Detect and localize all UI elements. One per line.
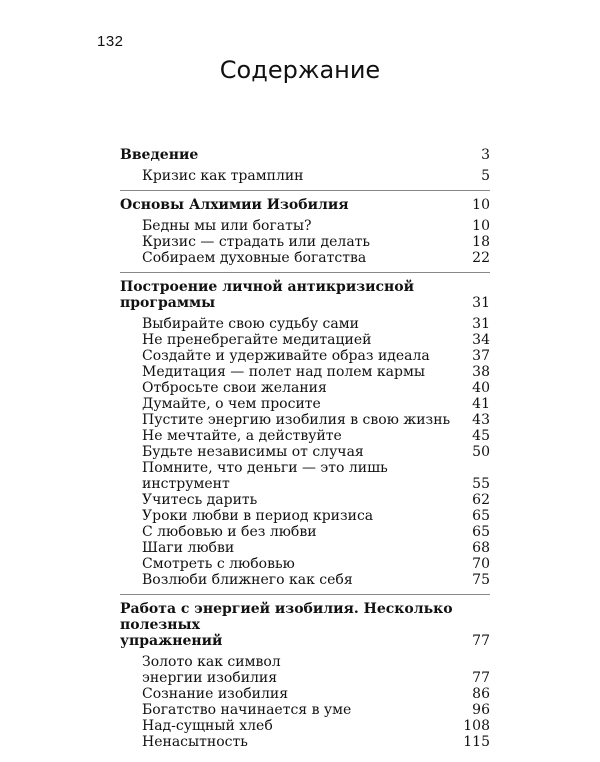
toc-entry [120,234,490,250]
toc-entry [120,348,490,364]
page-number: 132 [97,33,124,50]
toc-chapter-page: 10 [472,197,490,213]
toc-entry-title: Отбросьте свои желания [142,380,327,396]
toc-entry [120,428,490,444]
toc-entry-title: Думайте, о чем просите [142,396,321,412]
toc-entry-page: 77 [472,670,490,686]
toc-entry-title: Медитация — полет над полем кармы [142,364,425,380]
toc-entry-title: Учитесь дарить [142,492,258,508]
toc-entry [120,396,490,412]
toc-chapter [120,279,490,311]
toc-section [120,197,490,273]
toc-entry [120,316,490,332]
toc-entry [120,332,490,348]
toc-entry-title: Пустите энергию изобилия в свою жизнь [142,412,451,428]
toc-entry-page: 41 [472,396,490,412]
toc-entry-title: Не пренебрегайте медитацией [142,332,372,348]
toc-chapter [120,601,490,649]
toc-section [120,601,490,756]
toc-entry [120,556,490,572]
toc-section [120,279,490,595]
toc-entry-page: 50 [472,444,490,460]
toc-entry-page: 96 [472,702,490,718]
toc-entry-page: 115 [463,734,490,750]
toc-entry-page: 70 [472,556,490,572]
page-title: Содержание [219,56,381,84]
toc-chapter-page: 31 [472,295,490,311]
toc-entry [120,654,490,686]
table-of-contents [120,147,490,762]
toc-chapter-page: 3 [481,147,490,163]
toc-chapter [120,147,490,163]
toc-entry-page: 43 [472,412,490,428]
toc-entry-page: 40 [472,380,490,396]
toc-chapter-title: Работа с энергией изобилия. Несколько полезных упражнений [120,601,453,649]
toc-entry [120,492,490,508]
toc-entry [120,686,490,702]
toc-entry-page: 45 [472,428,490,444]
toc-entry-page: 22 [472,250,490,266]
toc-entry-page: 5 [481,168,490,184]
toc-entry-title: Кризис — страдать или делать [142,234,371,250]
toc-entry-page: 75 [472,572,490,588]
toc-entry [120,364,490,380]
toc-entry-title: Выбирайте свою судьбу сами [142,316,359,332]
toc-entry [120,718,490,734]
toc-entry-page: 18 [472,234,490,250]
toc-entry-page: 55 [472,476,490,492]
toc-entry [120,540,490,556]
toc-entry [120,702,490,718]
toc-entry-title: Создайте и удерживайте образ идеала [142,348,430,364]
toc-chapter [120,197,490,213]
toc-entry-title: Возлюби ближнего как себя [142,572,353,588]
toc-entry-title: Не мечтайте, а действуйте [142,428,342,444]
toc-entry-title: Над-сущный хлеб [142,718,273,734]
toc-entry-title: Шаги любви [142,540,235,556]
toc-entry-page: 62 [472,492,490,508]
toc-entry-page: 10 [472,218,490,234]
toc-chapter-page: 77 [472,633,490,649]
toc-entry [120,524,490,540]
toc-entry-title: Будьте независимы от случая [142,444,364,460]
toc-entry [120,250,490,266]
toc-chapter-title: Основы Алхимии Изобилия [120,197,349,213]
toc-entry [120,572,490,588]
toc-entry-title: Ненасытность [142,734,248,750]
toc-entry-page: 34 [472,332,490,348]
toc-entry-title: Кризис как трамплин [142,168,304,184]
toc-entry [120,444,490,460]
toc-entry-page: 86 [472,686,490,702]
toc-entry [120,218,490,234]
toc-entry-page: 38 [472,364,490,380]
toc-entry-title: Уроки любви в период кризиса [142,508,374,524]
toc-entry-page: 37 [472,348,490,364]
toc-entry-page: 65 [472,524,490,540]
toc-entry-title: Золото как символ энергии изобилия [142,654,281,686]
toc-chapter-title: Построение личной антикризисной программы [120,279,415,311]
toc-entry [120,460,490,492]
toc-entry [120,734,490,750]
toc-entry [120,412,490,428]
toc-entry-title: Смотреть с любовью [142,556,295,572]
toc-entry-title: Сознание изобилия [142,686,289,702]
toc-entry-title: Собираем духовные богатства [142,250,367,266]
toc-entry-title: С любовью и без любви [142,524,317,540]
toc-chapter-title: Введение [120,147,199,163]
toc-entry [120,508,490,524]
toc-entry-title: Бедны мы или богаты? [142,218,312,234]
toc-entry-title: Богатство начинается в уме [142,702,352,718]
toc-entry [120,380,490,396]
toc-entry-page: 108 [463,718,490,734]
toc-entry [120,168,490,184]
toc-section [120,147,490,191]
toc-entry-page: 31 [472,316,490,332]
toc-entry-page: 68 [472,540,490,556]
toc-entry-title: Помните, что деньги — это лишь инструмент [142,460,388,492]
toc-entry-page: 65 [472,508,490,524]
